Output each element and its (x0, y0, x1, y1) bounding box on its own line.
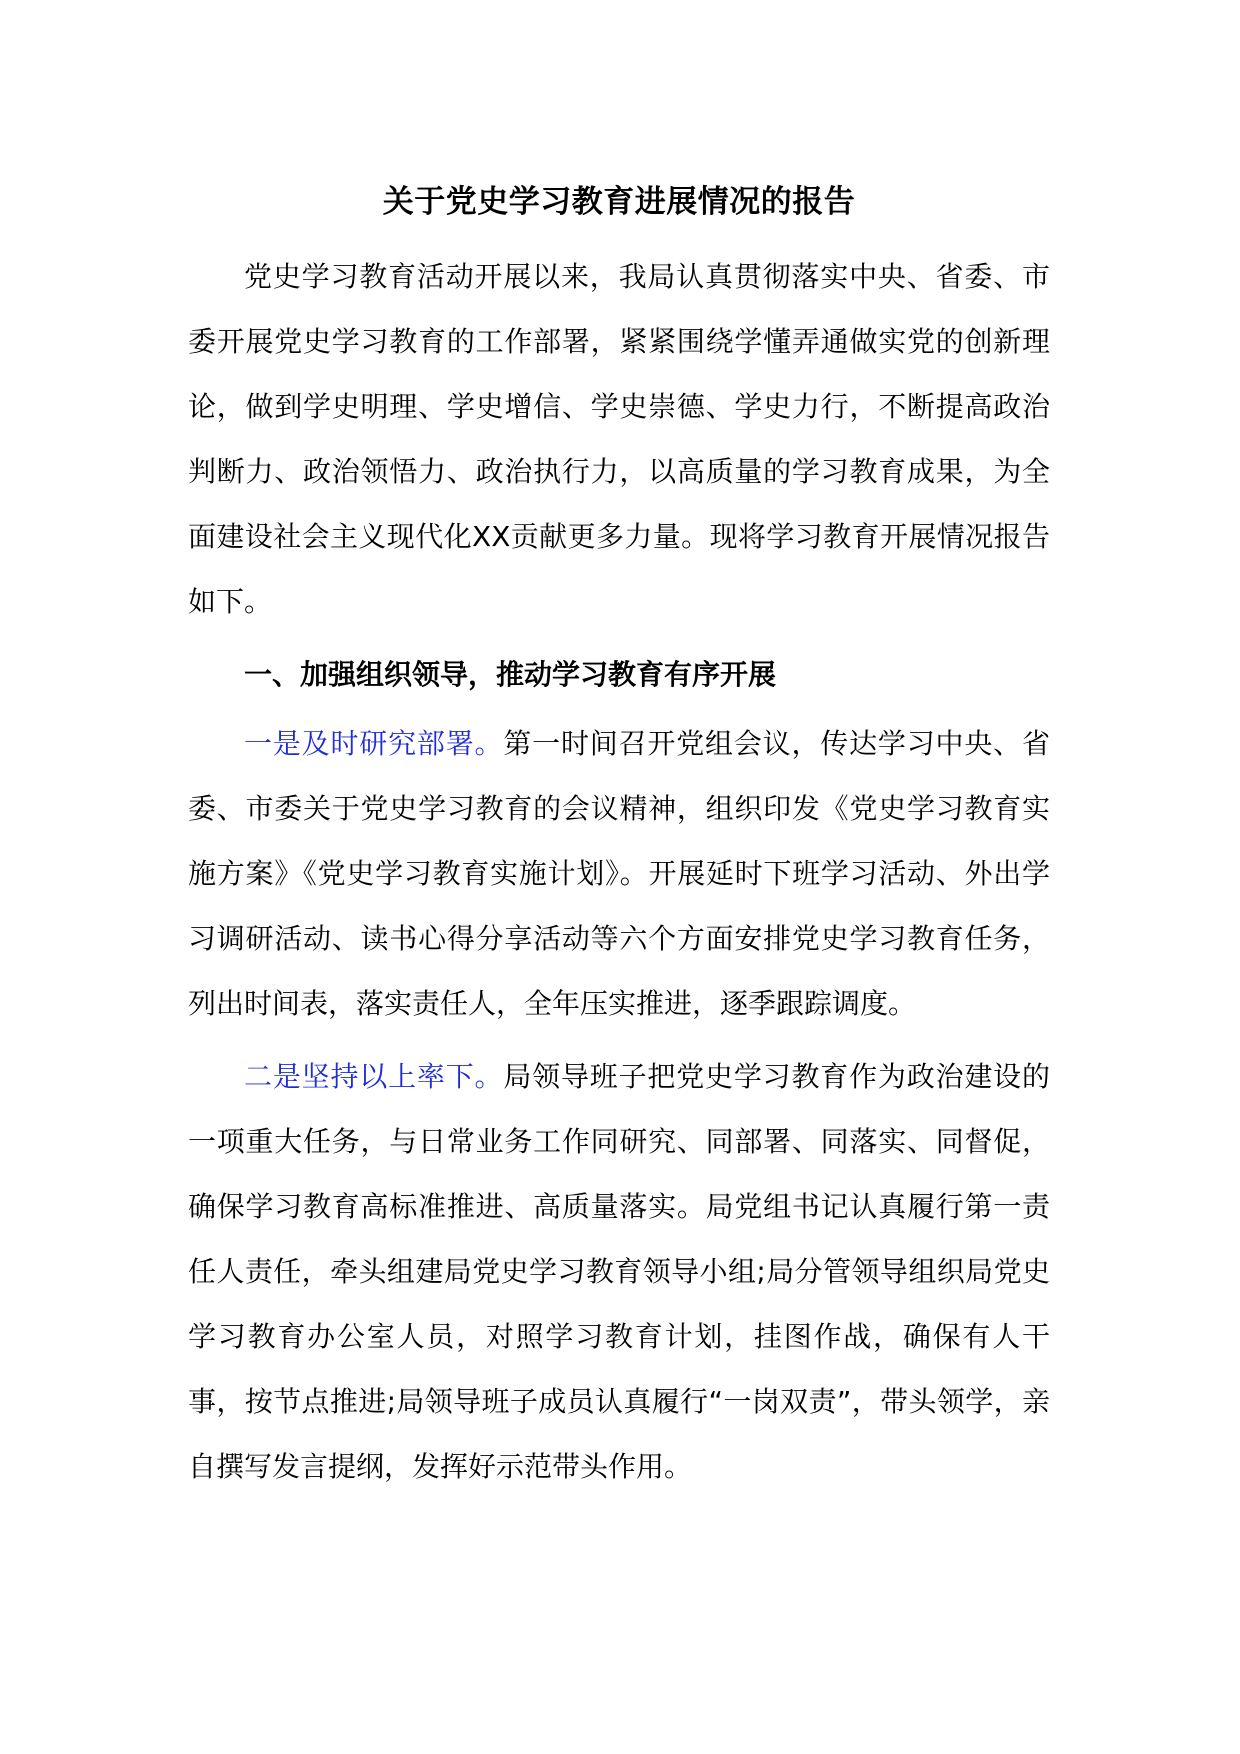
section1-item1-paragraph (188, 711, 1050, 1036)
item2-lead-phrase: 二是坚持以上率下。 (244, 1060, 504, 1093)
item1-lead-phrase: 一是及时研究部署。 (244, 727, 504, 760)
item1-body-text: 第一时间召开党组会议，传达学习中央、省委、市委关于党史学习教育的会议精神，组织印发《党史学习教育实施方案》《党史学习教育实施计划》。开展延时下班学习活动、外出学习调研活动、读书心得分享活动等六个方面安排党史学习教育任务，列出时间表，落实责任人，全年压实推进，逐季跟踪调度。 (188, 727, 1050, 1020)
document-body (188, 178, 1050, 1499)
item2-body-text: 局领导班子把党史学习教育作为政治建设的一项重大任务，与日常业务工作同研究、同部署、同落实、同督促，确保学习教育高标准推进、高质量落实。局党组书记认真履行第一责任人责任，牵头组建局党史学习教育领导小组;局分管领导组织局党史学习教育办公室人员，对照学习教育计划，挂图作战，确保有人干事，按节点推进;局领导班子成员认真履行“一岗双责”，带头领学，亲自撰写发言提纲，发挥好示范带头作用。 (188, 1060, 1050, 1483)
section1-item2-paragraph (188, 1044, 1050, 1499)
document-title: 关于党史学习教育进展情况的报告 (382, 184, 856, 220)
section-heading-1: 一、加强组织领导，推动学习教育有序开展 (244, 658, 777, 691)
intro-paragraph: 党史学习教育活动开展以来，我局认真贯彻落实中央、省委、市委开展党史学习教育的工作部署，紧紧围绕学懂弄通做实党的创新理论，做到学史明理、学史增信、学史崇德、学史力行，不断提高政治判断力、政治领悟力、政治执行力，以高质量的学习教育成果，为全面建设社会主义现代化XX贡献更多力量。现将学习教育开展情况报告如下。 (188, 260, 1050, 618)
